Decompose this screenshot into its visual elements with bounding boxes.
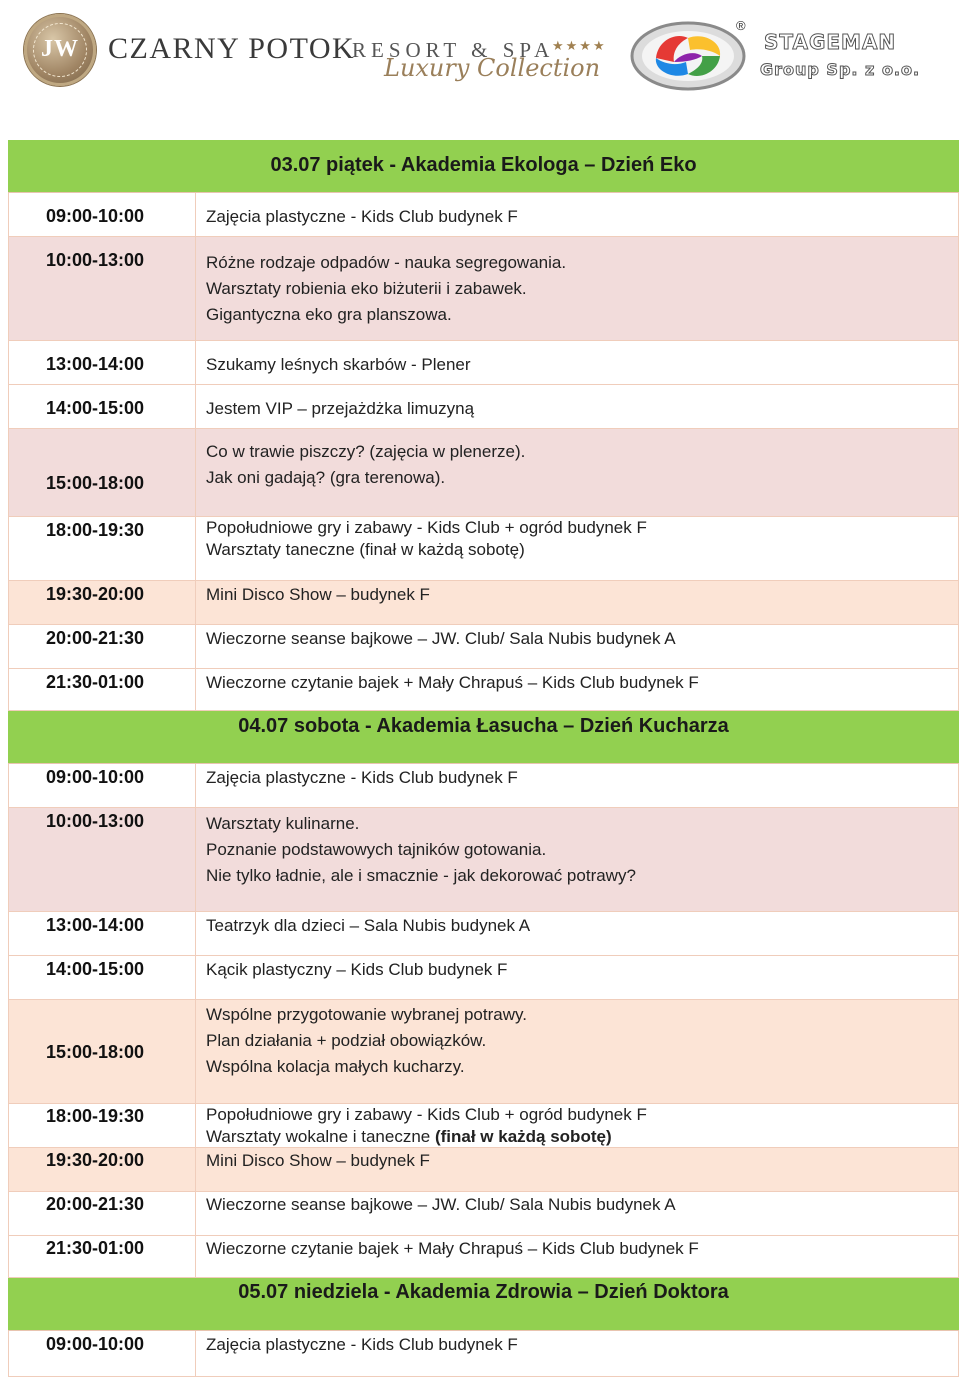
activity-description: Co w trawie piszczy? (zajęcia w plenerze). Jak oni gadają? (gra terenowa). — [206, 442, 526, 487]
schedule-row — [8, 764, 959, 808]
schedule-row — [8, 341, 959, 385]
schedule-row — [8, 1331, 959, 1377]
schedule-row — [8, 581, 959, 625]
time-slot: 14:00-15:00 — [46, 398, 145, 418]
schedule-row — [8, 912, 959, 956]
time-slot: 09:00-10:00 — [46, 206, 145, 226]
schedule-row — [8, 1000, 959, 1104]
time-slot: 20:00-21:30 — [46, 628, 145, 648]
schedule-row — [8, 237, 959, 341]
day-title: 03.07 piątek - Akademia Ekologa – Dzień Eko — [270, 154, 697, 176]
time-slot: 13:00-14:00 — [46, 354, 145, 374]
schedule-row — [8, 625, 959, 669]
activity-description: Zajęcia plastyczne - Kids Club budynek F — [206, 768, 518, 787]
time-slot: 18:00-19:30 — [46, 1106, 145, 1126]
activity-description: Zajęcia plastyczne - Kids Club budynek F — [206, 1335, 518, 1354]
schedule-row — [8, 956, 959, 1000]
time-slot: 14:00-15:00 — [46, 959, 145, 979]
stageman-name: STAGEMAN — [764, 30, 897, 54]
schedule-row — [8, 1104, 959, 1148]
time-slot: 21:30-01:00 — [46, 1238, 145, 1258]
activity-description: Popołudniowe gry i zabawy - Kids Club + ogród budynek F Warsztaty taneczne (finał w każdą sobotę) — [206, 518, 647, 559]
brand-script: Luxury Collection — [384, 54, 601, 82]
schedule-row — [8, 193, 959, 237]
day-header — [8, 140, 959, 193]
time-slot: 10:00-13:00 — [46, 250, 145, 270]
day-header — [8, 711, 959, 764]
activity-description: Mini Disco Show – budynek F — [206, 1151, 430, 1170]
jw-logo-text: JW — [41, 36, 79, 62]
schedule-row — [8, 385, 959, 429]
jw-resorts-logo — [24, 14, 96, 86]
registered-mark: ® — [736, 18, 746, 33]
page-header — [0, 0, 960, 112]
time-slot: 10:00-13:00 — [46, 811, 145, 831]
time-slot: 13:00-14:00 — [46, 915, 145, 935]
bold-note: (finał w każdą sobotę) — [434, 1127, 612, 1146]
activity-description: Wspólne przygotowanie wybranej potrawy. Plan działania + podział obowiązków. Wspólna kolacja małych kucharzy. — [206, 1005, 527, 1076]
activity-description: Szukamy leśnych skarbów - Plener — [206, 355, 471, 374]
activity-description: Popołudniowe gry i zabawy - Kids Club + ogród budynek F Warsztaty wokalne i taneczne (finał w każdą sobotę) — [206, 1105, 647, 1146]
activity-description: Wieczorne czytanie bajek + Mały Chrapuś – Kids Club budynek F — [206, 1239, 699, 1258]
stageman-group: Group Sp. z o.o. — [760, 60, 921, 79]
time-slot: 09:00-10:00 — [46, 1334, 145, 1354]
time-slot: 20:00-21:30 — [46, 1194, 145, 1214]
brand-subtitle: RESORT & SPA — [352, 38, 555, 62]
time-slot: 19:30-20:00 — [46, 584, 145, 604]
schedule-row — [8, 1192, 959, 1236]
activity-description: Kącik plastyczny – Kids Club budynek F — [206, 960, 508, 979]
time-slot: 18:00-19:30 — [46, 520, 145, 540]
schedule-table — [8, 140, 959, 1377]
activity-description: Teatrzyk dla dzieci – Sala Nubis budynek A — [206, 916, 531, 935]
schedule-row — [8, 517, 959, 581]
activity-description: Różne rodzaje odpadów - nauka segregowania. Warsztaty robienia eko biżuterii i zabawek. Gigantyczna eko gra planszowa. — [206, 253, 567, 324]
time-slot: 21:30-01:00 — [46, 672, 145, 692]
brand-stars: ★★★★ — [552, 38, 607, 53]
time-slot: 15:00-18:00 — [46, 473, 145, 493]
activity-description: Warsztaty kulinarne. Poznanie podstawowych tajników gotowania. Nie tylko ładnie, ale i smacznie - jak dekorować potrawy? — [206, 814, 636, 885]
schedule-row — [8, 808, 959, 912]
stageman-logo-icon — [628, 18, 748, 92]
activity-description: Wieczorne seanse bajkowe – JW. Club/ Sala Nubis budynek A — [206, 1195, 676, 1214]
activity-description: Zajęcia plastyczne - Kids Club budynek F — [206, 207, 518, 226]
day-title: 04.07 sobota - Akademia Łasucha – Dzień Kucharza — [238, 715, 729, 737]
day-title: 05.07 niedziela - Akademia Zdrowia – Dzień Doktora — [238, 1281, 729, 1303]
time-slot: 15:00-18:00 — [46, 1042, 145, 1062]
time-slot: 19:30-20:00 — [46, 1150, 145, 1170]
time-slot: 09:00-10:00 — [46, 767, 145, 787]
activity-description: Wieczorne seanse bajkowe – JW. Club/ Sala Nubis budynek A — [206, 629, 676, 648]
schedule-row — [8, 429, 959, 517]
brand-title: CZARNY POTOK — [108, 32, 356, 65]
schedule-row — [8, 1236, 959, 1278]
day-header — [8, 1278, 959, 1331]
schedule-row — [8, 669, 959, 711]
activity-description: Jestem VIP – przejażdżka limuzyną — [206, 399, 475, 418]
activity-description: Wieczorne czytanie bajek + Mały Chrapuś – Kids Club budynek F — [206, 673, 699, 692]
activity-description: Mini Disco Show – budynek F — [206, 585, 430, 604]
schedule-row — [8, 1148, 959, 1192]
